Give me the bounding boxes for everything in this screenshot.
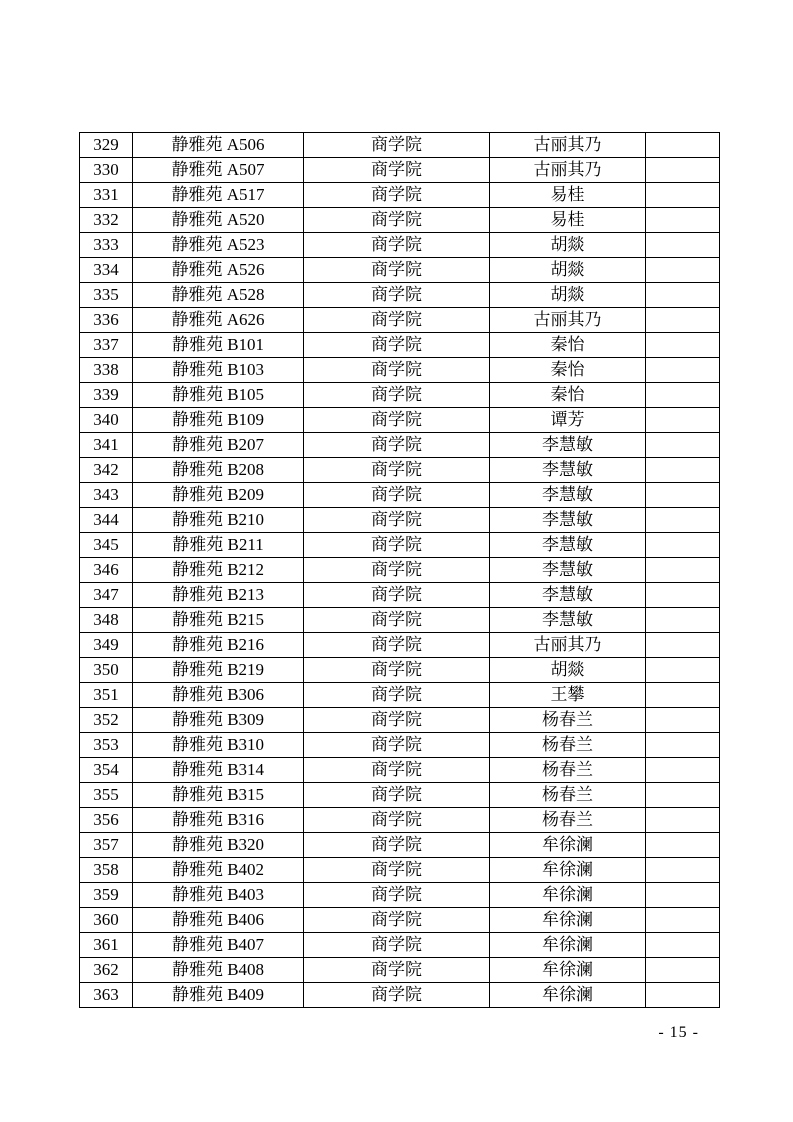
row-number-cell: 331 <box>80 183 133 208</box>
room-cell: 静雅苑 B209 <box>133 483 304 508</box>
dormitory-table-container <box>79 132 720 1008</box>
note-cell <box>646 633 720 658</box>
row-number-cell: 357 <box>80 833 133 858</box>
table-row <box>80 933 720 958</box>
table-row <box>80 533 720 558</box>
note-cell <box>646 708 720 733</box>
college-cell: 商学院 <box>304 308 490 333</box>
note-cell <box>646 558 720 583</box>
college-cell: 商学院 <box>304 583 490 608</box>
person-in-charge-cell: 李慧敏 <box>490 533 646 558</box>
room-cell: 静雅苑 B219 <box>133 658 304 683</box>
note-cell <box>646 958 720 983</box>
table-row <box>80 958 720 983</box>
table-row <box>80 758 720 783</box>
room-cell: 静雅苑 B306 <box>133 683 304 708</box>
note-cell <box>646 433 720 458</box>
table-row <box>80 483 720 508</box>
row-number-cell: 352 <box>80 708 133 733</box>
room-cell: 静雅苑 B309 <box>133 708 304 733</box>
row-number-cell: 339 <box>80 383 133 408</box>
person-in-charge-cell: 李慧敏 <box>490 608 646 633</box>
row-number-cell: 336 <box>80 308 133 333</box>
note-cell <box>646 833 720 858</box>
row-number-cell: 333 <box>80 233 133 258</box>
table-row <box>80 708 720 733</box>
person-in-charge-cell: 胡燚 <box>490 658 646 683</box>
table-row <box>80 583 720 608</box>
room-cell: 静雅苑 A520 <box>133 208 304 233</box>
note-cell <box>646 908 720 933</box>
college-cell: 商学院 <box>304 208 490 233</box>
row-number-cell: 361 <box>80 933 133 958</box>
college-cell: 商学院 <box>304 908 490 933</box>
person-in-charge-cell: 秦怡 <box>490 383 646 408</box>
college-cell: 商学院 <box>304 758 490 783</box>
table-row <box>80 258 720 283</box>
college-cell: 商学院 <box>304 283 490 308</box>
table-row <box>80 833 720 858</box>
note-cell <box>646 408 720 433</box>
person-in-charge-cell: 李慧敏 <box>490 458 646 483</box>
row-number-cell: 329 <box>80 133 133 158</box>
row-number-cell: 348 <box>80 608 133 633</box>
college-cell: 商学院 <box>304 533 490 558</box>
college-cell: 商学院 <box>304 258 490 283</box>
room-cell: 静雅苑 B211 <box>133 533 304 558</box>
table-row <box>80 633 720 658</box>
table-row <box>80 433 720 458</box>
room-cell: 静雅苑 B212 <box>133 558 304 583</box>
room-cell: 静雅苑 B210 <box>133 508 304 533</box>
table-row <box>80 358 720 383</box>
college-cell: 商学院 <box>304 983 490 1008</box>
note-cell <box>646 158 720 183</box>
note-cell <box>646 533 720 558</box>
college-cell: 商学院 <box>304 733 490 758</box>
table-row <box>80 333 720 358</box>
row-number-cell: 337 <box>80 333 133 358</box>
note-cell <box>646 333 720 358</box>
room-cell: 静雅苑 A528 <box>133 283 304 308</box>
note-cell <box>646 283 720 308</box>
note-cell <box>646 383 720 408</box>
person-in-charge-cell: 李慧敏 <box>490 483 646 508</box>
person-in-charge-cell: 王攀 <box>490 683 646 708</box>
room-cell: 静雅苑 A523 <box>133 233 304 258</box>
room-cell: 静雅苑 B101 <box>133 333 304 358</box>
person-in-charge-cell: 胡燚 <box>490 258 646 283</box>
person-in-charge-cell: 古丽其乃 <box>490 308 646 333</box>
room-cell: 静雅苑 B216 <box>133 633 304 658</box>
college-cell: 商学院 <box>304 658 490 683</box>
person-in-charge-cell: 杨春兰 <box>490 808 646 833</box>
row-number-cell: 358 <box>80 858 133 883</box>
college-cell: 商学院 <box>304 133 490 158</box>
college-cell: 商学院 <box>304 808 490 833</box>
table-row <box>80 133 720 158</box>
room-cell: 静雅苑 B213 <box>133 583 304 608</box>
room-cell: 静雅苑 B103 <box>133 358 304 383</box>
table-row <box>80 983 720 1008</box>
college-cell: 商学院 <box>304 883 490 908</box>
room-cell: 静雅苑 B320 <box>133 833 304 858</box>
note-cell <box>646 233 720 258</box>
person-in-charge-cell: 牟徐澜 <box>490 958 646 983</box>
note-cell <box>646 458 720 483</box>
person-in-charge-cell: 李慧敏 <box>490 508 646 533</box>
table-row <box>80 183 720 208</box>
note-cell <box>646 933 720 958</box>
college-cell: 商学院 <box>304 783 490 808</box>
row-number-cell: 343 <box>80 483 133 508</box>
room-cell: 静雅苑 A506 <box>133 133 304 158</box>
person-in-charge-cell: 牟徐澜 <box>490 833 646 858</box>
college-cell: 商学院 <box>304 683 490 708</box>
note-cell <box>646 658 720 683</box>
room-cell: 静雅苑 B407 <box>133 933 304 958</box>
person-in-charge-cell: 杨春兰 <box>490 783 646 808</box>
row-number-cell: 341 <box>80 433 133 458</box>
person-in-charge-cell: 谭芳 <box>490 408 646 433</box>
note-cell <box>646 858 720 883</box>
person-in-charge-cell: 胡燚 <box>490 283 646 308</box>
college-cell: 商学院 <box>304 358 490 383</box>
college-cell: 商学院 <box>304 383 490 408</box>
table-row <box>80 283 720 308</box>
table-row <box>80 233 720 258</box>
row-number-cell: 362 <box>80 958 133 983</box>
person-in-charge-cell: 牟徐澜 <box>490 883 646 908</box>
row-number-cell: 332 <box>80 208 133 233</box>
college-cell: 商学院 <box>304 483 490 508</box>
college-cell: 商学院 <box>304 333 490 358</box>
row-number-cell: 330 <box>80 158 133 183</box>
person-in-charge-cell: 牟徐澜 <box>490 983 646 1008</box>
person-in-charge-cell: 古丽其乃 <box>490 633 646 658</box>
row-number-cell: 334 <box>80 258 133 283</box>
row-number-cell: 355 <box>80 783 133 808</box>
room-cell: 静雅苑 B105 <box>133 383 304 408</box>
college-cell: 商学院 <box>304 608 490 633</box>
table-row <box>80 208 720 233</box>
note-cell <box>646 508 720 533</box>
room-cell: 静雅苑 B314 <box>133 758 304 783</box>
room-cell: 静雅苑 B310 <box>133 733 304 758</box>
note-cell <box>646 308 720 333</box>
college-cell: 商学院 <box>304 408 490 433</box>
table-row <box>80 408 720 433</box>
college-cell: 商学院 <box>304 708 490 733</box>
room-cell: 静雅苑 A507 <box>133 158 304 183</box>
table-row <box>80 608 720 633</box>
person-in-charge-cell: 牟徐澜 <box>490 933 646 958</box>
note-cell <box>646 808 720 833</box>
person-in-charge-cell: 牟徐澜 <box>490 858 646 883</box>
person-in-charge-cell: 秦怡 <box>490 358 646 383</box>
person-in-charge-cell: 杨春兰 <box>490 733 646 758</box>
table-row <box>80 658 720 683</box>
person-in-charge-cell: 李慧敏 <box>490 433 646 458</box>
room-cell: 静雅苑 B109 <box>133 408 304 433</box>
row-number-cell: 345 <box>80 533 133 558</box>
note-cell <box>646 183 720 208</box>
person-in-charge-cell: 李慧敏 <box>490 558 646 583</box>
row-number-cell: 350 <box>80 658 133 683</box>
room-cell: 静雅苑 B402 <box>133 858 304 883</box>
room-cell: 静雅苑 A526 <box>133 258 304 283</box>
table-row <box>80 383 720 408</box>
row-number-cell: 346 <box>80 558 133 583</box>
row-number-cell: 360 <box>80 908 133 933</box>
person-in-charge-cell: 易桂 <box>490 183 646 208</box>
note-cell <box>646 208 720 233</box>
row-number-cell: 344 <box>80 508 133 533</box>
note-cell <box>646 358 720 383</box>
college-cell: 商学院 <box>304 458 490 483</box>
table-body <box>80 133 720 1008</box>
row-number-cell: 347 <box>80 583 133 608</box>
note-cell <box>646 608 720 633</box>
room-cell: 静雅苑 A517 <box>133 183 304 208</box>
row-number-cell: 349 <box>80 633 133 658</box>
page-number: - 15 - <box>658 1024 699 1041</box>
note-cell <box>646 133 720 158</box>
room-cell: 静雅苑 B215 <box>133 608 304 633</box>
table-row <box>80 783 720 808</box>
college-cell: 商学院 <box>304 508 490 533</box>
college-cell: 商学院 <box>304 858 490 883</box>
note-cell <box>646 983 720 1008</box>
table-row <box>80 158 720 183</box>
row-number-cell: 359 <box>80 883 133 908</box>
table-row <box>80 508 720 533</box>
person-in-charge-cell: 杨春兰 <box>490 758 646 783</box>
note-cell <box>646 583 720 608</box>
row-number-cell: 338 <box>80 358 133 383</box>
table-row <box>80 883 720 908</box>
note-cell <box>646 258 720 283</box>
college-cell: 商学院 <box>304 958 490 983</box>
row-number-cell: 363 <box>80 983 133 1008</box>
table-row <box>80 683 720 708</box>
table-row <box>80 558 720 583</box>
row-number-cell: 354 <box>80 758 133 783</box>
college-cell: 商学院 <box>304 833 490 858</box>
college-cell: 商学院 <box>304 183 490 208</box>
note-cell <box>646 758 720 783</box>
note-cell <box>646 683 720 708</box>
college-cell: 商学院 <box>304 158 490 183</box>
person-in-charge-cell: 李慧敏 <box>490 583 646 608</box>
table-row <box>80 458 720 483</box>
room-cell: 静雅苑 A626 <box>133 308 304 333</box>
college-cell: 商学院 <box>304 433 490 458</box>
college-cell: 商学院 <box>304 558 490 583</box>
dormitory-assignment-table <box>79 132 720 1008</box>
note-cell <box>646 733 720 758</box>
row-number-cell: 340 <box>80 408 133 433</box>
room-cell: 静雅苑 B207 <box>133 433 304 458</box>
room-cell: 静雅苑 B316 <box>133 808 304 833</box>
college-cell: 商学院 <box>304 633 490 658</box>
table-row <box>80 733 720 758</box>
room-cell: 静雅苑 B406 <box>133 908 304 933</box>
college-cell: 商学院 <box>304 933 490 958</box>
row-number-cell: 356 <box>80 808 133 833</box>
note-cell <box>646 883 720 908</box>
room-cell: 静雅苑 B408 <box>133 958 304 983</box>
row-number-cell: 353 <box>80 733 133 758</box>
row-number-cell: 342 <box>80 458 133 483</box>
person-in-charge-cell: 古丽其乃 <box>490 158 646 183</box>
person-in-charge-cell: 秦怡 <box>490 333 646 358</box>
note-cell <box>646 783 720 808</box>
person-in-charge-cell: 古丽其乃 <box>490 133 646 158</box>
person-in-charge-cell: 易桂 <box>490 208 646 233</box>
row-number-cell: 335 <box>80 283 133 308</box>
table-row <box>80 858 720 883</box>
room-cell: 静雅苑 B315 <box>133 783 304 808</box>
room-cell: 静雅苑 B208 <box>133 458 304 483</box>
college-cell: 商学院 <box>304 233 490 258</box>
room-cell: 静雅苑 B409 <box>133 983 304 1008</box>
room-cell: 静雅苑 B403 <box>133 883 304 908</box>
person-in-charge-cell: 杨春兰 <box>490 708 646 733</box>
note-cell <box>646 483 720 508</box>
person-in-charge-cell: 牟徐澜 <box>490 908 646 933</box>
row-number-cell: 351 <box>80 683 133 708</box>
table-row <box>80 808 720 833</box>
person-in-charge-cell: 胡燚 <box>490 233 646 258</box>
table-row <box>80 308 720 333</box>
table-row <box>80 908 720 933</box>
